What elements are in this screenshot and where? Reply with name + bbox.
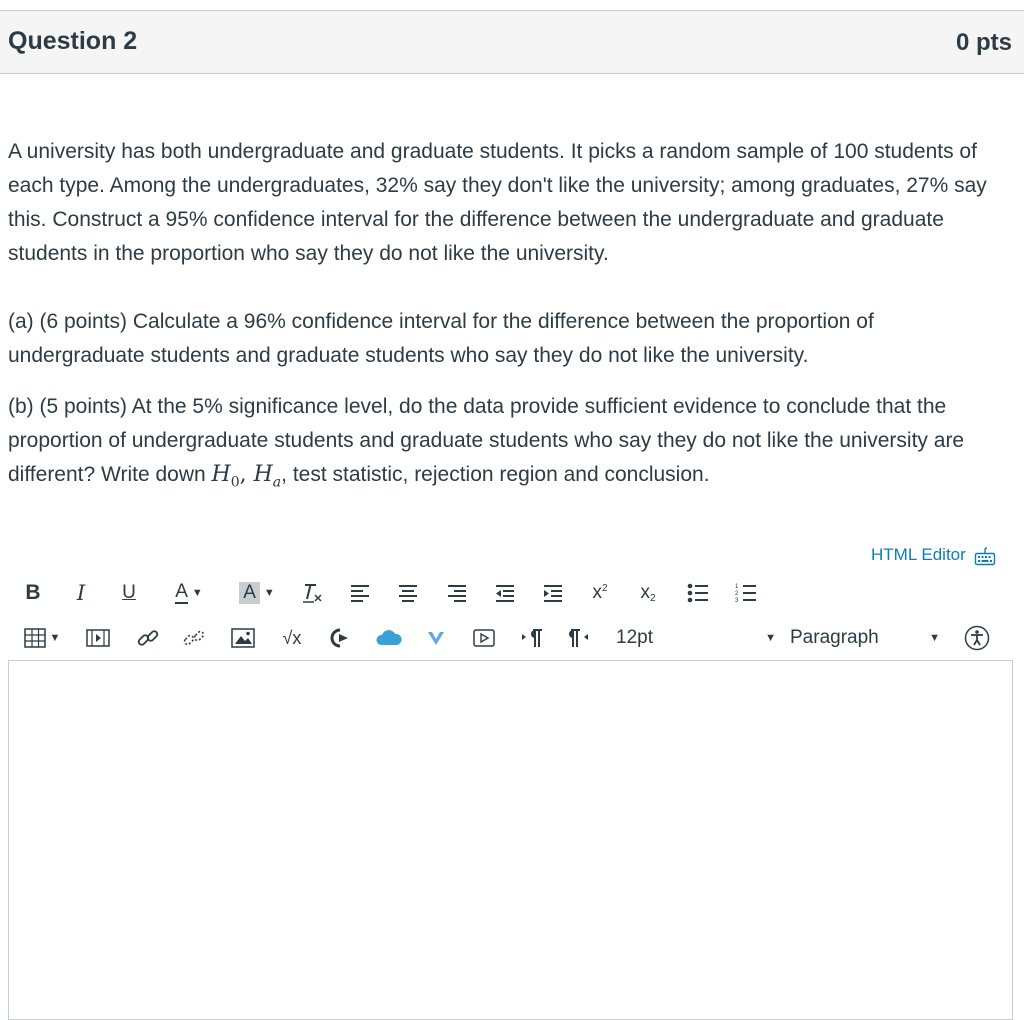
play-icon: [473, 628, 495, 648]
align-left-button[interactable]: [346, 575, 374, 611]
question-header: [0, 11, 1024, 74]
bullet-list-icon: [686, 582, 710, 604]
media-button[interactable]: [84, 620, 112, 656]
top-divider: [0, 0, 1024, 11]
font-size-value: 12pt: [616, 627, 653, 648]
vimeo-button[interactable]: [422, 620, 450, 656]
font-size-select[interactable]: [616, 620, 776, 656]
chevron-down-icon: ▼: [191, 587, 203, 599]
text-color-button[interactable]: [160, 575, 218, 611]
link-icon: [136, 626, 160, 650]
chevron-down-icon: ▼: [263, 587, 275, 599]
block-format-select[interactable]: [790, 620, 940, 656]
paragraph-rtl-icon: [568, 627, 592, 649]
insert-toolbar: [0, 620, 1024, 656]
chevron-down-icon: ▼: [929, 632, 940, 644]
superscript-button[interactable]: x $^2$: [592, 582, 608, 603]
chevron-down-icon: ▼: [765, 632, 776, 644]
underline-button[interactable]: U: [122, 582, 136, 603]
h0-symbol: $H_0$: [211, 462, 240, 491]
align-center-icon: [397, 583, 419, 603]
unlink-icon: [182, 626, 206, 650]
indent-icon: [542, 583, 564, 603]
apps-button[interactable]: [326, 620, 354, 656]
keyboard-icon[interactable]: [974, 546, 996, 566]
youtube-button[interactable]: [470, 620, 498, 656]
text-color-icon: A: [175, 581, 188, 602]
chevron-down-icon: ▼: [49, 632, 61, 644]
accessibility-icon: [964, 625, 990, 651]
svg-text:1: 1: [735, 584, 739, 590]
link-button[interactable]: [134, 620, 162, 656]
align-right-button[interactable]: [443, 575, 471, 611]
html-editor-link[interactable]: HTML Editor: [871, 545, 966, 564]
question-paragraph-1: A university has both undergraduate and graduate students. It picks a random sample of 100 students of each type. Among the undergraduates, 32% say they don't like the university; among graduates, 27% say this. Construct a 95% confidence interval for the difference between the undergraduate and graduate students in the proportion who say they do not like the university.: [8, 140, 987, 265]
cloud-icon: [376, 628, 402, 648]
block-format-value: Paragraph: [790, 627, 879, 648]
bold-button[interactable]: B: [25, 581, 41, 604]
question-points: 0 pts: [955, 29, 1012, 56]
numbered-list-icon: [734, 582, 758, 604]
paragraph-3-text-start: (b) (5 points) At the 5% significance level, do the data provide sufficient evidence to conclude that the proportion of undergraduate students and graduate students who say they do not like the university are different? Write down: [8, 395, 965, 486]
outdent-button[interactable]: [491, 575, 519, 611]
question-paragraph-3: (b) (5 points) At the 5% significance level, do the data provide sufficient evidence to conclude that the proportion of undergraduate students and graduate students who say they do not like the university are different? Write down $H_0$, $H_a$, test statistic, rejection region and conclusion.: [8, 395, 965, 491]
media-icon: [86, 628, 110, 648]
align-left-icon: [349, 583, 371, 603]
italic-button[interactable]: I: [76, 581, 86, 605]
svg-text:2: 2: [735, 591, 739, 597]
rich-text-editor-area[interactable]: [8, 660, 1013, 1020]
ltr-button[interactable]: [518, 620, 546, 656]
svg-text:3: 3: [735, 598, 739, 604]
vimeo-icon: [426, 629, 446, 647]
subscript-button[interactable]: x $_2$: [640, 582, 656, 604]
indent-button[interactable]: [539, 575, 567, 611]
question-paragraph-2: (a) (6 points) Calculate a 96% confidence interval for the difference between the proportion of undergraduate students and graduate students who say they do not like the university.: [8, 310, 874, 367]
align-right-icon: [446, 583, 468, 603]
image-icon: [231, 628, 255, 648]
image-button[interactable]: [228, 620, 258, 656]
accessibility-checker-button[interactable]: [962, 620, 992, 656]
unlink-button[interactable]: [180, 620, 208, 656]
outdent-icon: [494, 583, 516, 603]
cloud-upload-button[interactable]: [374, 620, 404, 656]
paragraph-ltr-icon: [520, 627, 544, 649]
numbered-list-button[interactable]: [732, 575, 760, 611]
background-color-icon: A: [239, 582, 260, 604]
equation-button[interactable]: √x: [282, 627, 302, 648]
ha-symbol: $H_a$: [253, 462, 282, 491]
clear-formatting-button[interactable]: [298, 575, 326, 611]
background-color-button[interactable]: [228, 575, 286, 611]
plug-arrow-icon: [328, 627, 352, 649]
formatting-toolbar: [0, 575, 1024, 611]
align-center-button[interactable]: [394, 575, 422, 611]
question-title: Question 2: [8, 27, 138, 55]
table-icon: [24, 628, 46, 648]
clear-formatting-icon: [300, 582, 324, 604]
bullet-list-button[interactable]: [684, 575, 712, 611]
paragraph-3-text-end: , test statistic, rejection region and conclusion.: [281, 463, 710, 486]
rtl-button[interactable]: [566, 620, 594, 656]
table-button[interactable]: [20, 620, 64, 656]
